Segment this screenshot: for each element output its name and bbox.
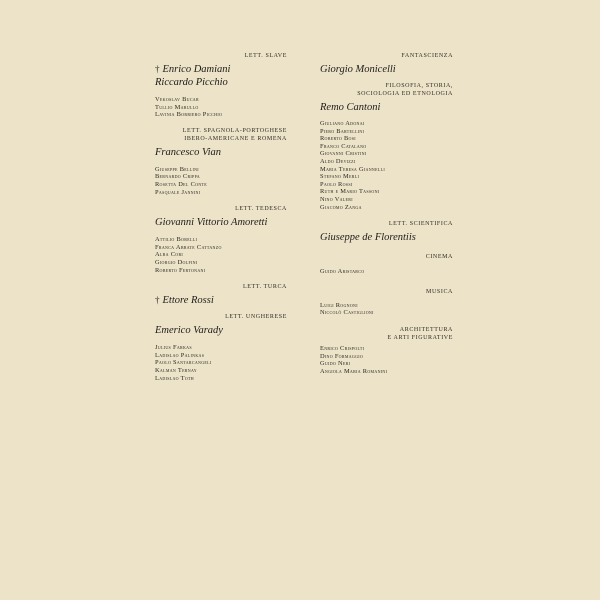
editor-name: Remo Cantoni (320, 102, 381, 113)
section-heading: MUSICA (426, 288, 453, 295)
section-ungherese (155, 313, 287, 382)
section-filosofia (320, 82, 453, 211)
section-heading: E ARTI FIGURATIVE (387, 334, 453, 341)
list-item: Luigi Rognoni (320, 301, 358, 309)
list-item: Tullio Marullo (155, 103, 199, 111)
editor-name: Francesco Vian (155, 146, 221, 158)
list-item: Giorgio Dolfini (155, 258, 198, 266)
list-item: Julius Farkas (155, 344, 192, 352)
list-item: Piero Bartellini (320, 127, 365, 135)
left-column (155, 52, 287, 382)
list-item: Roberto Bosi (320, 135, 356, 143)
list-item: Paolo Rossi (320, 180, 353, 188)
list-item: Franco Catalano (320, 142, 367, 150)
section-slave (155, 52, 287, 119)
list-item: Franca Abbate Cattanzo (155, 243, 222, 251)
section-heading: LETT. SLAVE (244, 53, 287, 59)
list-item: Bernardo Crippa (155, 173, 200, 181)
section-heading: FANTASCIENZA (401, 53, 453, 59)
list-item: Stefano Merli (320, 173, 360, 181)
list-item: Ruth e Mario Tassoni (320, 188, 380, 196)
list-item: Aldo Devizzi (320, 157, 356, 165)
section-musica (320, 288, 453, 317)
contributor-list (320, 345, 453, 375)
list-item: Kalman Ternay (155, 366, 197, 374)
list-item: Niccolò Castiglioni (320, 309, 374, 317)
list-item: Alba Cori (155, 251, 184, 259)
section-cinema (320, 253, 453, 276)
contributor-list (320, 302, 453, 317)
list-item: Guido Aristarco (320, 268, 365, 276)
section-heading: LETT. TEDESCA (235, 206, 287, 213)
section-heading: FILOSOFIA, STORIA, (385, 83, 453, 89)
list-item: Giacomo Zanga (320, 203, 362, 211)
contributor-list (320, 120, 453, 211)
editor-name: Giovanni Vittorio Amoretti (155, 217, 268, 229)
contributor-list (155, 166, 287, 196)
right-column (320, 52, 453, 375)
section-heading: CINEMA (425, 254, 453, 261)
section-spagnola (155, 127, 287, 196)
editor-name: Giorgio Monicelli (320, 64, 396, 75)
contributor-list (320, 268, 453, 276)
list-item: Angiola Maria Romanini (320, 367, 388, 375)
list-item: Nino Valeri (320, 195, 353, 203)
list-item: Ladislao Toth (155, 374, 194, 382)
editor-name: † Ettore Rossi (155, 295, 214, 307)
list-item: Giuseppe Bellini (155, 165, 199, 173)
list-item: Lavinia Borriero Picchio (155, 111, 223, 119)
list-item: Enrico Crispolti (320, 344, 365, 352)
section-turca (155, 283, 287, 307)
dagger-mark: † (155, 64, 160, 74)
list-item: Rosetta Del Conte (155, 180, 207, 188)
section-architettura (320, 326, 453, 375)
section-heading: LETT. SPAGNOLA-PORTOGHESE (182, 127, 287, 134)
list-item: Guido Neri (320, 360, 351, 368)
contributor-list (155, 344, 287, 382)
editor-name: Riccardo Picchio (155, 77, 228, 88)
editor-name: Emerico Varady (155, 325, 223, 337)
contributor-list (155, 236, 287, 274)
section-heading: LETT. UNGHERESE (225, 314, 287, 321)
section-heading: LETT. SCIENTIFICA (388, 221, 453, 228)
section-fantascienza (320, 52, 453, 76)
list-item: Dino Formaggio (320, 352, 364, 360)
list-item: Giuliano Adonai (320, 120, 365, 127)
list-item: Ladislao Palinkas (155, 351, 205, 359)
section-scientifica (320, 220, 453, 244)
editor-name: † Enrico Damiani (155, 64, 231, 75)
list-item: Roberto Fertonani (155, 266, 206, 274)
list-item: Attilio Borelli (155, 236, 198, 244)
list-item: Paolo Santarcangeli (155, 359, 212, 367)
list-item: Vekoslav Bucar (155, 96, 199, 103)
dagger-mark: † (155, 295, 160, 306)
section-tedesca (155, 205, 287, 274)
section-heading: LETT. TURCA (242, 284, 287, 291)
section-heading: IBERO-AMERICANE E ROMENA (184, 135, 287, 142)
list-item: Pasquale Jannini (155, 188, 201, 196)
contributor-list (155, 96, 287, 119)
editor-name: Giuseppe de Florentiis (320, 232, 416, 244)
section-heading: SOCIOLOGIA ED ETNOLOGIA (357, 91, 453, 97)
section-heading: ARCHITETTURA (399, 326, 453, 333)
list-item: Maria Teresa Giannelli (320, 165, 385, 173)
list-item: Giovanni Cristini (320, 150, 367, 158)
